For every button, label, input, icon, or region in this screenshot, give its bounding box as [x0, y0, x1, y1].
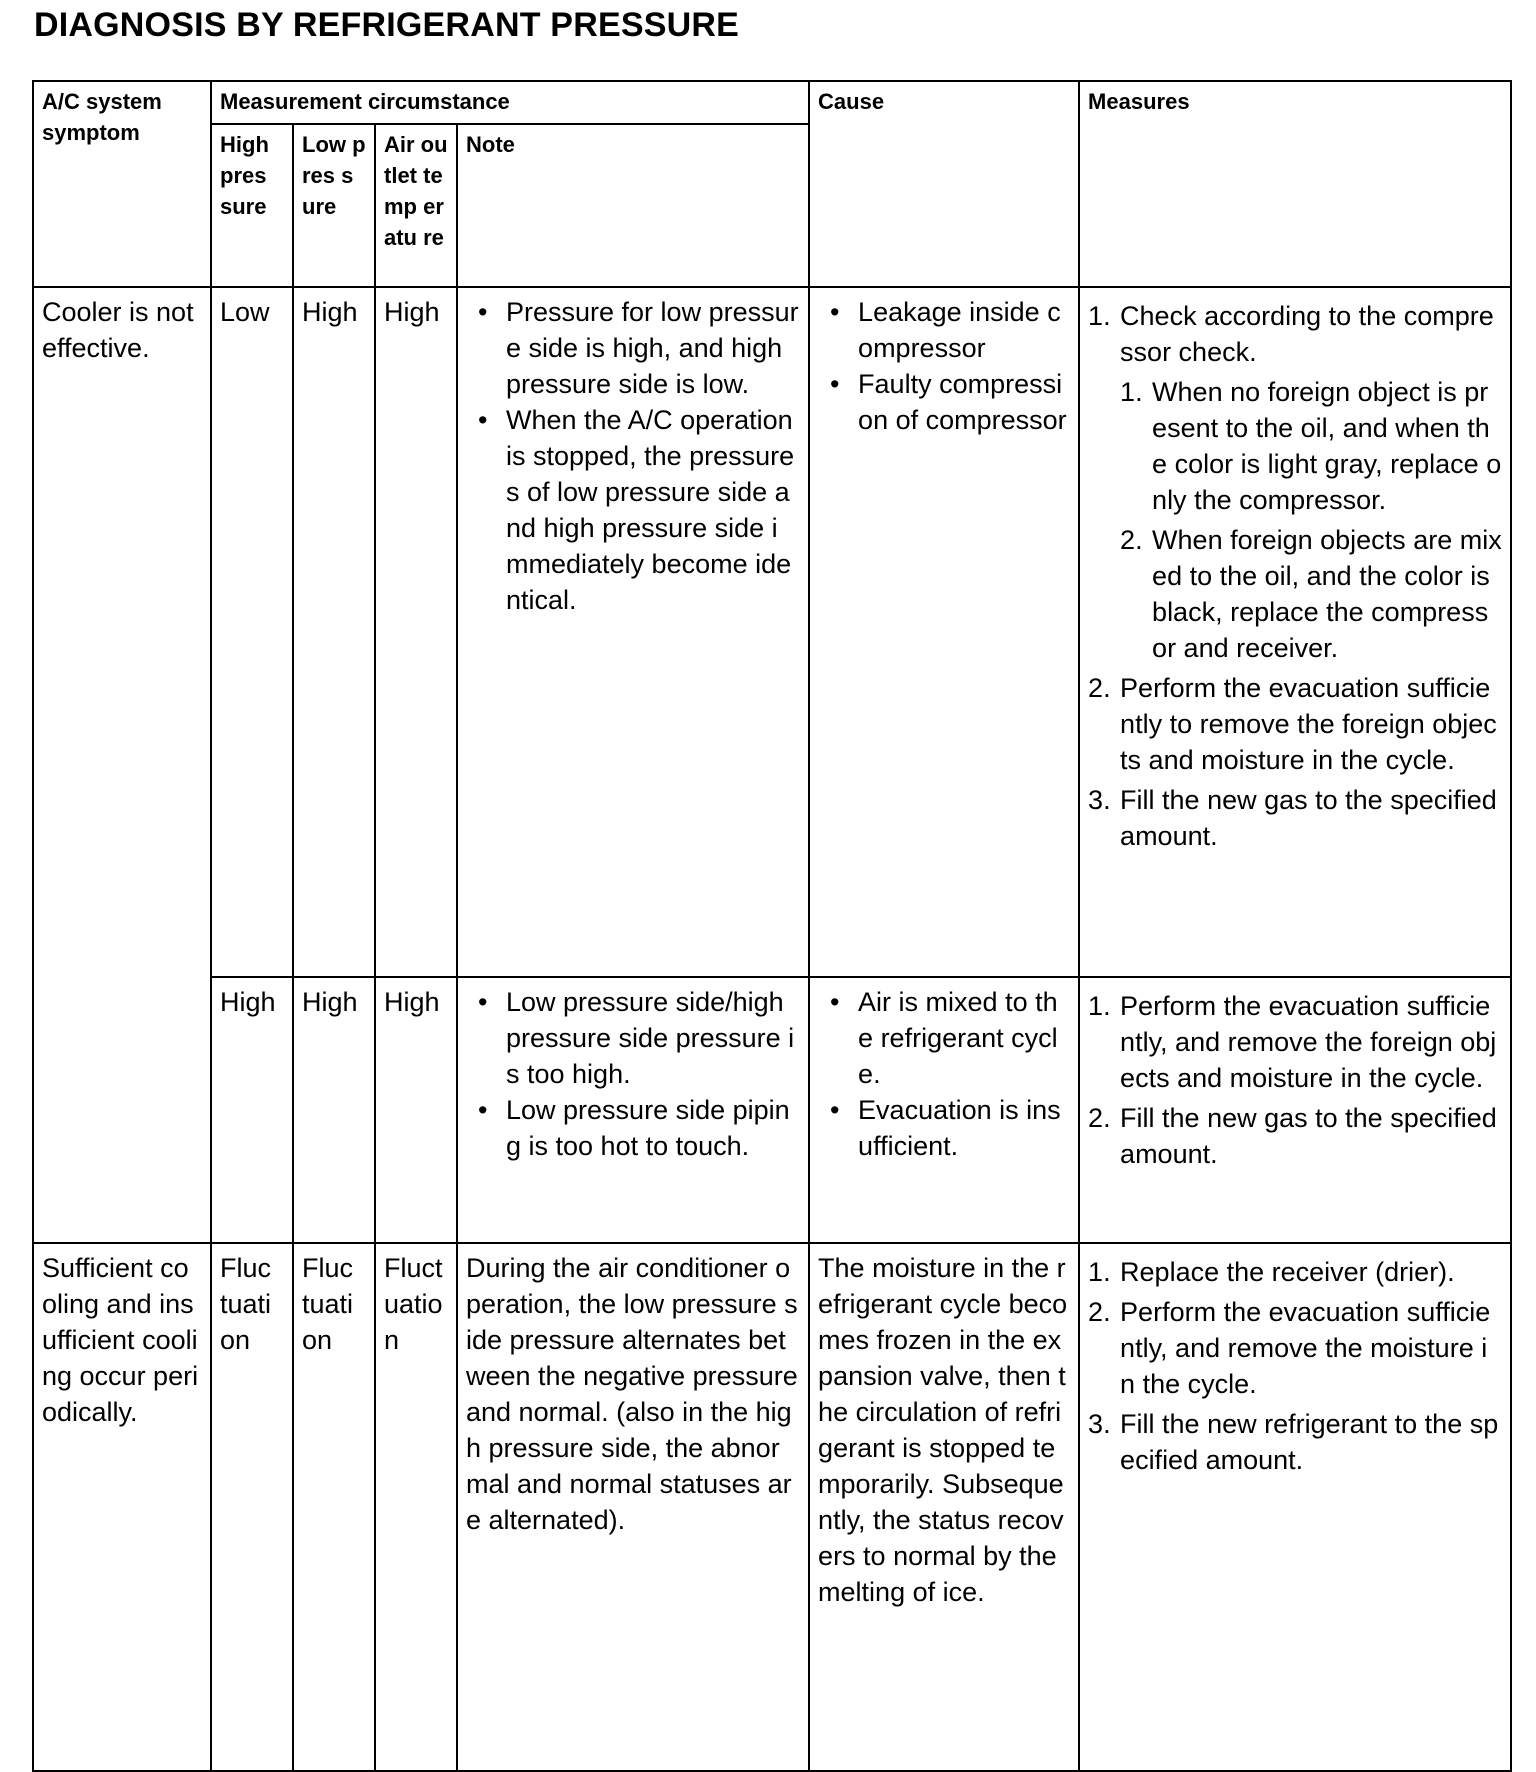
header-note: Note: [457, 124, 809, 287]
high-pressure-cell: Low: [211, 287, 293, 977]
measure-text: Perform the evacuation sufficiently, and remove the moisture in the cycle.: [1120, 1297, 1491, 1399]
measure-text: Check according to the compressor check.: [1120, 301, 1494, 367]
measure-item: [1088, 1100, 1502, 1172]
measure-number: 3.: [1088, 785, 1111, 815]
sub-measure-text: When foreign objects are mixed to the oil, and the color is black, replace the compressor and receiver.: [1152, 525, 1502, 663]
measures-cell: [1079, 1243, 1511, 1771]
sub-measure-item: [1120, 522, 1502, 666]
measure-number: 2.: [1088, 673, 1111, 703]
high-pressure-cell: Fluc tuati on: [211, 1243, 293, 1771]
header-symptom: A/C system symptom: [33, 81, 211, 287]
measure-number: 1.: [1088, 1257, 1111, 1287]
measure-number: 2.: [1088, 1297, 1111, 1327]
note-item: • Low pressure side/high pressure side pressure is too high.: [466, 984, 800, 1092]
note-item: • Low pressure side piping is too hot to touch.: [466, 1092, 800, 1164]
measure-item: [1088, 670, 1502, 778]
measure-text: Fill the new gas to the specified amount.: [1120, 1103, 1497, 1169]
note-cell: [457, 977, 809, 1243]
measure-item: [1088, 988, 1502, 1096]
header-cause: Cause: [809, 81, 1079, 287]
note-item: • When the A/C operation is stopped, the pressures of low pressure side and high pressure side immediately become identical.: [466, 402, 800, 618]
cause-cell: [809, 287, 1079, 977]
measure-text: Fill the new gas to the specified amount.: [1120, 785, 1497, 851]
air-outlet-cell: Fluct uatio n: [375, 1243, 457, 1771]
cause-cell: [809, 977, 1079, 1243]
header-high-pressure: High pres sure: [211, 124, 293, 287]
measure-text: Fill the new refrigerant to the specified amount.: [1120, 1409, 1499, 1475]
measure-text: Perform the evacuation sufficiently, and remove the foreign objects and moisture in the cycle.: [1120, 991, 1497, 1093]
measures-cell: [1079, 977, 1511, 1243]
cause-item: • Leakage inside compressor: [818, 294, 1070, 366]
diagnosis-table: [32, 80, 1512, 1772]
high-pressure-cell: High: [211, 977, 293, 1243]
table-row: [33, 287, 1511, 977]
cause-item: • Faulty compression of compressor: [818, 366, 1070, 438]
measure-item: [1088, 782, 1502, 854]
sub-measure-text: When no foreign object is present to the oil, and when the color is light gray, replace only the compressor.: [1152, 377, 1502, 515]
cause-cell: The moisture in the refrigerant cycle becomes frozen in the expansion valve, then the circulation of refrigerant is stopped temporarily. Subsequently, the status recovers to normal by the melting of ice.: [809, 1243, 1079, 1771]
table-row: [33, 977, 1511, 1243]
measures-cell: [1079, 287, 1511, 977]
measure-item: [1088, 1294, 1502, 1402]
note-cell: [457, 287, 809, 977]
note-cell: During the air conditioner operation, the low pressure side pressure alternates between the negative pressure and normal. (also in the high pressure side, the abnormal and normal statuses are alternated).: [457, 1243, 809, 1771]
measure-item: [1088, 1406, 1502, 1478]
measure-text: Perform the evacuation sufficiently to remove the foreign objects and moisture in the cycle.: [1120, 673, 1497, 775]
low-pressure-cell: High: [293, 977, 375, 1243]
header-row: [33, 81, 1511, 124]
air-outlet-cell: High: [375, 977, 457, 1243]
measure-number: 1.: [1088, 301, 1111, 331]
symptom-cell: Cooler is not effective.: [33, 287, 211, 1243]
header-measurement-circumstance: Measurement circumstance: [211, 81, 809, 124]
measure-text: Replace the receiver (drier).: [1120, 1257, 1455, 1287]
header-measures: Measures: [1079, 81, 1511, 287]
measure-number: 3.: [1088, 1409, 1111, 1439]
page-title: DIAGNOSIS BY REFRIGERANT PRESSURE: [34, 6, 739, 44]
air-outlet-cell: High: [375, 287, 457, 977]
sub-measure-number: 2.: [1120, 525, 1143, 555]
cause-item: • Air is mixed to the refrigerant cycle.: [818, 984, 1070, 1092]
measure-number: 1.: [1088, 991, 1111, 1021]
low-pressure-cell: High: [293, 287, 375, 977]
sub-measure-item: [1120, 374, 1502, 518]
cause-item: • Evacuation is insufficient.: [818, 1092, 1070, 1164]
sub-measure-number: 1.: [1120, 377, 1143, 407]
measure-item: [1088, 1254, 1502, 1290]
note-item: • Pressure for low pressure side is high, and high pressure side is low.: [466, 294, 800, 402]
measure-number: 2.: [1088, 1103, 1111, 1133]
header-low-pressure: Low pres sure: [293, 124, 375, 287]
low-pressure-cell: Fluc tuati on: [293, 1243, 375, 1771]
table-row: [33, 1243, 1511, 1771]
header-air-outlet-temperature: Air outlet temp eratu re: [375, 124, 457, 287]
measure-item: [1088, 298, 1502, 666]
symptom-cell: Sufficient cooling and insufficient cooling occur periodically.: [33, 1243, 211, 1771]
